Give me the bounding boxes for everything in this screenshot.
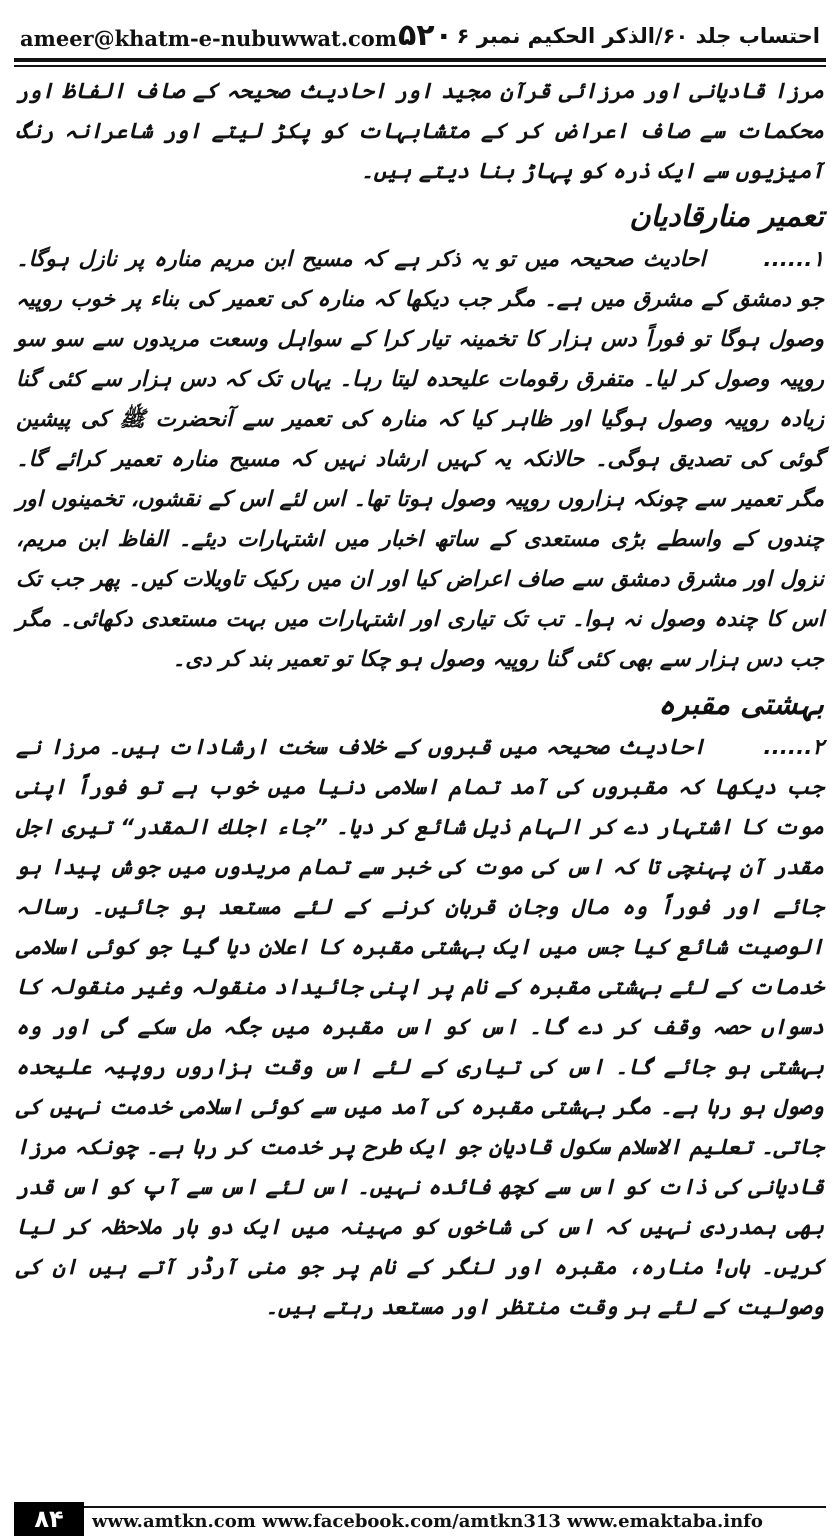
header-journal-title: احتساب جلد ۶۰/الذکر الحکیم نمبر ۶ xyxy=(456,24,820,48)
page-header xyxy=(14,12,826,52)
header-email: ameer@khatm-e-nubuwwat.com xyxy=(20,26,398,51)
footer-urls: www.amtkn.com www.facebook.com/amtkn313 www.emaktaba.info xyxy=(92,1511,763,1532)
header-thick-rule xyxy=(14,58,826,62)
paragraph-number: ۱...... xyxy=(763,247,824,272)
paragraph-text: احادیث صحیحہ میں تو یہ ذکر ہے کہ مسیح ابن مریم منارہ پر نازل ہوگا۔ جو دمشق کے مشرق میں ہے۔ مگر جب دیکھا کہ منارہ کی تعمیر کی بناء پر خوب روپیہ وصول ہوگا تو فوراً دس ہزار کا تخمینہ تیار کرا کے سواہل وسعت مریدوں سے سو سو روپیہ وصول کر لیا۔ متفرق رقومات علیحدہ لیتا رہا۔ یہاں تک کہ دس ہزار سے کئی گنا زیادہ روپیہ وصول ہوگیا اور ظاہر کیا کہ منارہ کی تعمیر سے آنحضرت ﷺ کی پیشین گوئی کی تصدیق ہوگی۔ حالانکہ یہ کہیں ارشاد نہیں کہ مسیح منارہ تعمیر کرائے گا۔ مگر تعمیر سے چونکہ ہزاروں روپیہ وصول ہوتا تھا۔ اس لئے اس کے نقشوں، تخمینوں اور چندوں کے واسطے بڑی مستعدی کے ساتھ اخبار میں اشتہارات دیئے۔ الفاظ ابن مریم، نزول اور مشرق دمشق سے صاف اعراض کیا اور ان میں رکیک تاویلات کیں۔ پھر جب تک اس کا چندہ وصول نہ ہوا۔ تب تک تیاری اور اشتہارات میں بہت مستعدی دکھائی۔ مگر جب دس ہزار سے بھی کئی گنا روپیہ وصول ہو چکا تو تعمیر بند کر دی۔ xyxy=(16,247,824,672)
footer-page-number: ۸۴ xyxy=(14,1502,84,1536)
section-heading-maqbara: بہشتی مقبرہ xyxy=(658,687,824,721)
section-heading-minar: تعمیر منارقادیان xyxy=(629,199,824,233)
footer-rule xyxy=(84,1506,826,1508)
paragraph-text: احادیث صحیحہ میں قبروں کے خلاف سخت ارشادات ہیں۔ مرزا نے جب دیکھا کہ مقبروں کی آمد تمام اسلامی دنیا میں خوب ہے تو فوراً اپنی موت کا اشتہار دے کر الہام ذیل شائع کر دیا۔ ”جاء اجلك المقدر“ تیری اجل مقدر آن پہنچی تا کہ اس کی موت کی خبر سے تمام مریدوں میں جوش پیدا ہو جائے اور فوراً وہ مال وجان قربان کرنے کے لئے مستعد ہو جائیں۔ رسالہ الوصیت شائع کیا جس میں ایک بہشتی مقبرہ کا اعلان دیا گیا جو کوئی اسلامی خدمات کے لئے بہشتی مقبرہ کے نام پر اپنی جائیداد منقولہ وغیر منقولہ کا دسواں حصہ وقف کر دے گا۔ اس کو اس مقبرہ میں جگہ مل سکے گی اور وہ بہشتی ہو جائے گا۔ اس کی تیاری کے لئے اس وقت ہزاروں روپیہ علیحدہ وصول ہو رہا ہے۔ مگر بہشتی مقبرہ کی آمد میں سے کوئی اسلامی خدمت نہیں کی جاتی۔ تعلیم الاسلام سکول قادیان جو ایک طرح پر خدمت کر رہا ہے۔ چونکہ مرزا قادیانی کی ذات کو اس سے کچھ فائدہ نہیں۔ اس لئے اس سے آپ کو اس قدر بھی ہمدردی نہیں کہ اس کی شاخوں کو مہینہ میں ایک دو بار ملاحظہ کر لیا کریں۔ ہاں! منارہ، مقبرہ اور لنگر کے نام پر جو منی آرڈر آتے ہیں ان کی وصولیت کے لئے ہر وقت منتظر اور مستعد رہتے ہیں۔ xyxy=(16,735,824,1320)
paragraph-number: ۲...... xyxy=(763,735,824,760)
page-footer xyxy=(0,1500,840,1540)
section-paragraph-maqbara xyxy=(16,728,824,1328)
page-body xyxy=(16,72,824,1492)
header-thin-rule xyxy=(14,65,826,67)
header-page-number: ۵۲۰ xyxy=(398,18,453,53)
intro-paragraph: مرزا قادیانی اور مرزائی قرآن مجید اور احادیث صحیحہ کے صاف الفاظ اور محکمات سے صاف اعراض کر کے متشابہات کو پکڑ لیتے اور شاعرانہ رنگ آمیزیوں سے ایک ذرہ کو پہاڑ بنا دیتے ہیں۔ xyxy=(16,79,824,184)
section-paragraph-minar xyxy=(16,240,824,680)
